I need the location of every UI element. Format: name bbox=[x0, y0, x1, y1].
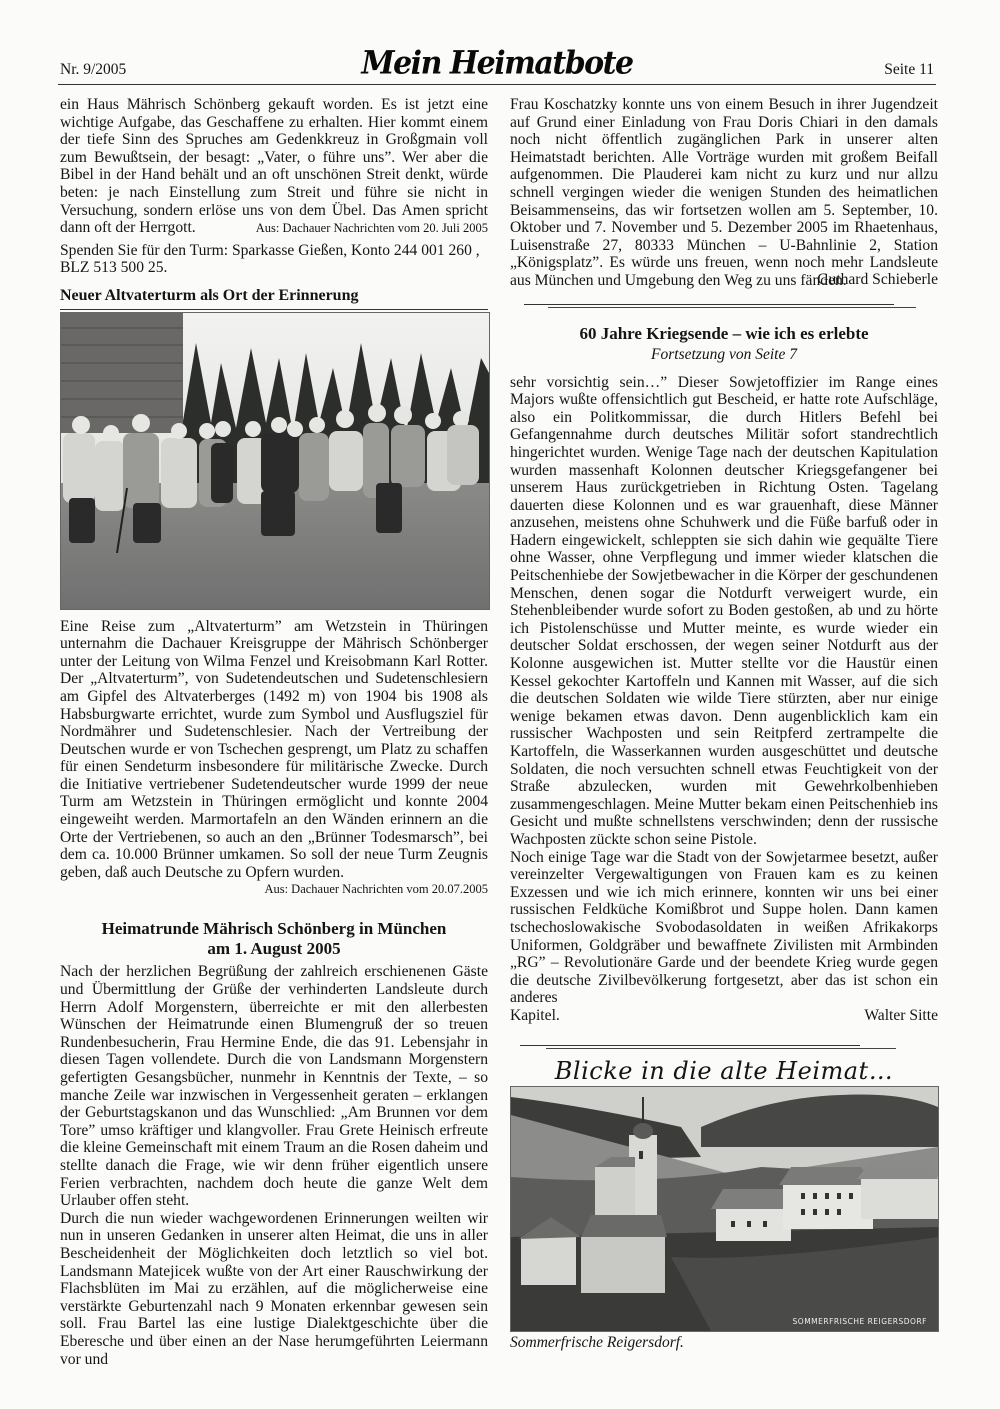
photo-caption: Sommerfrische Reigersdorf. bbox=[510, 1334, 684, 1352]
kriegsende-signoff bbox=[510, 1007, 938, 1025]
continuation-author: Guthard Schieberle bbox=[817, 270, 938, 288]
kriegsende-paragraph-1: sehr vorsichtig sein…” Dieser Sowjetoffizier im Range eines Majors wußte offensichtlich gut Bescheid, er hatte rote Aufschläge, also ein Politkommissar, die durch Hitlers Befehl bei Gefangennahme durch deutsches Militär sofort standrechtlich hingerichtet wurden. Wenige Tage nach der deutschen Kapitulation wurden massenhaft Kolonnen deutscher Kriegsgefangener bei unserem Haus zurückgetrieben in Richtung Osten. Tagelang dauerten diese Kolonnen und es war grauenhaft, diese Männer anzusehen, meistens ohne Schuhwerk und die Füße barfuß oder in Hadern eingewickelt, schleppten sie sich dahin wie gequälte Tiere ohne Wasser, ohne Verpflegung und immer wieder klatschen die Peitschenhiebe der Sowjetbewacher in die Körper der geschundenen Menschen, denen sogar die Notdurft verweigert wurde, ein Stehenbleibender wurde sofort zu Boden gestoßen, ab und zu hörte ich Pistolenschüsse und Mutter meinte, es wurde wieder ein deutscher Soldat erschossen, der wegen seiner Notdurft aus der Kolonne ausgewichen ist. Mutter stellte vor die Haustür einen Kessel gekochter Kartoffeln und Kannen mit Wasser, auf die sich die deutschen Soldaten wie wilde Tiere stürzten, aber nur einige wenige bekamen etwas davon. Denn augenblicklich kam ein russischer Wachposten und sein Reitpferd zertrampelte die Kartoffeln, die Wasserkannen wurden ausgeschüttet und deutsche Soldaten, die noch versuchten schnell etwas Feuchtigkeit von der Straße abzulecken, wurden mit Gewehrkolbenhieben zusammengeschlagen. Meine Mutter bekam einen Peitschenhieb ins Gesicht und mußte schnellstens verschwinden; denn der russische Wachposten zückte schon seine Pistole. bbox=[510, 373, 938, 848]
page-header bbox=[58, 45, 936, 85]
heimatrunde-paragraph-1: Nach der herzlichen Begrüßung der zahlreich erschienenen Gäste und Übermittlung der Grüße der verhinderten Landsleute durch Herrn Adolf Morgenstern, überreichte er mit den allerbesten Wünschen der Heimatrunde einen Blumengruß der so treuen Rundenbesucherin, Frau Hermine Ende, die das 91. Lebensjahr in diesen Tagen vollendete. Durch die von Landsmann Morgenstern gefertigten Gesangsbücher, nunmehr in Kenntnis der Texte, – so manche Zeile war inzwischen in Vergessenheit geraten – erklangen der Geburtstagskanon und das Wunschlied: „Am Brunnen vor dem Tore” umso kräftiger und klangvoller. Frau Grete Heinisch erfreute die kleine Gemeinschaft mit einem Traum an die Rosen daheim und stellte danach die Frage, wie wir denn früher eigentlich unsere Ferien verbrachten, nachdem doch heute die ganze Welt dem Urlauber offen steht. bbox=[60, 963, 488, 1210]
intro-source: Aus: Dachauer Nachrichten vom 20. Juli 2005 bbox=[255, 220, 488, 235]
article-author: Walter Sitte bbox=[864, 1006, 938, 1024]
article-source-altvaterturm: Aus: Dachauer Nachrichten vom 20.07.2005 bbox=[264, 882, 488, 897]
section-divider-2 bbox=[510, 1043, 938, 1051]
article-heading-altvaterturm: Neuer Altvaterturm als Ort der Erinnerung bbox=[60, 287, 488, 310]
group-photo-image bbox=[61, 313, 489, 609]
village-photo bbox=[510, 1086, 939, 1332]
kriegsende-paragraph-2: Noch einige Tage war die Stadt von der Sowjetarmee besetzt, außer vereinzelter Vergewaltigungen von Frauen kam es zu keinen Exzessen und wie ich mich erinnere, konnten wir uns bei einer russischen Feldküche Komißbrot und Suppe holen. Dann kamen tschechoslowakische Svobodasoldaten in weißen Afrikakorps Uniformen, Goldgräber und bewaffnete Zivilisten mit Armbinden „RG” – Revolutionäre Garde und der beendete Krieg wurde gegen die deutsche Zivilbevölkerung fortgesetzt, aber das ist schon ein anderes bbox=[510, 848, 938, 1007]
heimatrunde-paragraph-2: Durch die nun wieder wachgewordenen Erinnerungen weilten wir nun in unseren Gedanken in unserer alten Heimat, die uns in aller Bescheidenheit der Möglichkeiten doch letztlich so viel bot. Landsmann Matejicek wußte von der Art einer Rauschwirkung der Flachsblüten im Mai zu erzählen, auf die möglicherweise eine verstärkte Geburtenzahl nach 9 Monaten erkennbar gewesen sein soll. Frau Bartel las eine lustige Dialektgeschichte über die Eberesche und über einen an der Nase herumgeführten Leiermann vor und bbox=[60, 1209, 488, 1368]
article-heading-heimatrunde-line1: Heimatrunde Mährisch Schönberg in München bbox=[101, 919, 447, 939]
donation-info: Spenden Sie für den Turm: Sparkasse Gießen, Konto 244 001 260 , BLZ 513 500 25. bbox=[60, 241, 480, 277]
article-subheading-kriegsende: Fortsetzung von Seite 7 bbox=[651, 345, 797, 363]
article-heading-heimatrunde-line2: am 1. August 2005 bbox=[207, 939, 341, 959]
article-body-altvaterturm: Eine Reise zum „Altvaterturm” am Wetzstein in Thüringen unternahm die Dachauer Kreisgruppe der Mährisch Schönberger unter der Leitung von Wilma Fenzel und Kreisobmann Karl Rotter. Der „Altvaterturm”, von Sudetendeutschen und Sudetenschlesiern am Gipfel des Altvaterberges (1492 m) von 1904 bis 1908 als Habsburgwarte errichtet, wurde zum Symbol und Ausflugsziel für Nordmährer und Sudetenschlesier. Nach der Vertreibung der Deutschen wurde er von Tschechen gesprengt, um Platz zu schaffen für einen Sendeturm insbesondere für militärische Zwecke. Durch die Initiative vertriebener Sudetendeutscher wurde 1999 der neue Turm am Wetzstein in Thüringen ermöglicht und konnte 2004 eingeweiht werden. Marmortafeln an den Wänden erinnern an die Orte der Vertriebenen, so auch an den „Brünner Todesmarsch”, bei dem ca. 10.000 Brünner umkamen. So soll der neue Turm Zeugnis geben, daß auch Deutsche zu Opfern wurden. bbox=[60, 617, 488, 881]
left-column bbox=[60, 96, 488, 1368]
feature-title: Blicke in die alte Heimat… bbox=[554, 1056, 894, 1085]
photo-label: SOMMERFRISCHE REIGERSDORF bbox=[792, 1317, 927, 1327]
issue-number: Nr. 9/2005 bbox=[60, 61, 127, 78]
section-divider bbox=[510, 302, 938, 310]
right-column bbox=[510, 96, 938, 1352]
newspaper-logo: Mein Heimatbote bbox=[361, 45, 633, 82]
heimatrunde-continuation: Frau Koschatzky konnte uns von einem Besuch in ihrer Jugendzeit auf Grund einer Einladung von Frau Doris Chiari in den damals noch nicht öffentlich zugänglichen Park in unserer alten Heimatstadt berichten. Alle Vorträge wurden mit großem Beifall aufgenommen. Die Plauderei kam nicht zu kurz und nur allzu schnell vergingen wieder die wenigen Stunden des heimatlichen Beisammenseins, das wir fortsetzen wollen am 5. September, 10. Oktober und 7. November und 5. Dezember 2005 im Rhaetenhaus, Luisenstraße 27, 80333 München – U-Bahnlinie 2, Station „Königsplatz”. Es würde uns freuen, wenn noch mehr Landsleute aus München und Umgebung den Weg zu uns fänden. bbox=[510, 96, 938, 289]
village-photo-image bbox=[511, 1087, 938, 1331]
page-number: Seite 11 bbox=[884, 61, 934, 78]
article-heading-kriegsende: 60 Jahre Kriegsende – wie ich es erlebte bbox=[579, 323, 869, 343]
group-photo bbox=[60, 312, 490, 610]
intro-paragraph: ein Haus Mährisch Schönberg gekauft worden. Es ist jetzt eine wichtige Aufgabe, das Geschaffene zu erhalten. Hier kommt einem der tiefe Sinn des Spruches am Gedenkkreuz in Großgmain voll zum Bewußtsein, der besagt: „Vater, o führe uns”. Wer aber die Bibel in der Hand behält und an oft unschönen Streit denkt, würde beten: je nach Einstellung zum Streit und führe sie nicht in Versuchung, sondern erlöse uns von dem Übel. Das Amen spricht dann oft der Herrgott. bbox=[60, 96, 488, 237]
last-word: Kapitel. bbox=[510, 1006, 560, 1024]
